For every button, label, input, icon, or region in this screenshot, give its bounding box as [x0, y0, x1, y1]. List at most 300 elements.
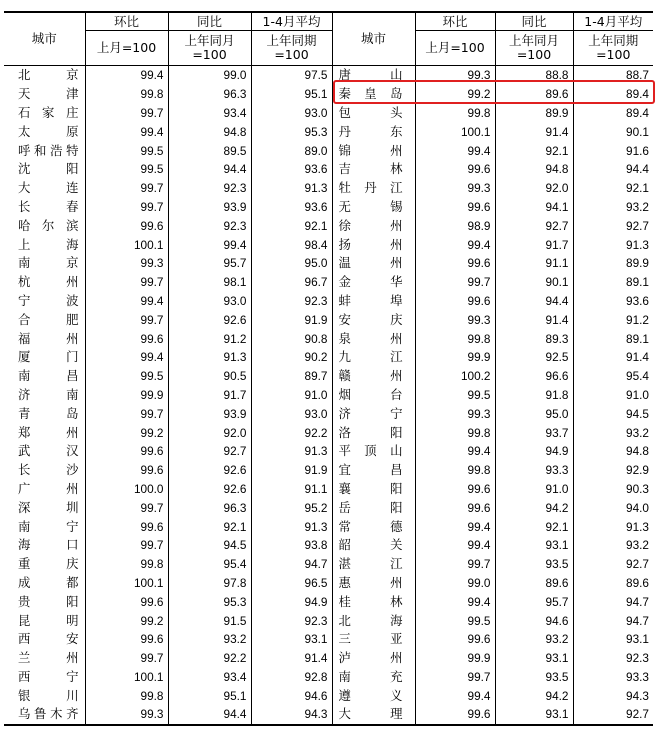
yoy-value-left: 93.9 — [168, 404, 251, 423]
table-row — [4, 480, 653, 499]
mom-value-right: 99.6 — [415, 198, 495, 217]
yoy-value-left: 94.5 — [168, 536, 251, 555]
table-row — [4, 461, 653, 480]
yoy-value-right: 93.5 — [495, 668, 573, 687]
table-row — [4, 592, 653, 611]
header-city-right: 城市 — [332, 12, 415, 66]
mom-value-left: 100.0 — [85, 480, 168, 499]
yoy-value-left: 93.9 — [168, 198, 251, 217]
yoy-value-left: 94.4 — [168, 705, 251, 725]
city-name-right: 泉州 — [332, 329, 415, 348]
mom-value-right: 99.3 — [415, 310, 495, 329]
city-name-right: 平顶山 — [332, 442, 415, 461]
mom-value-right: 99.5 — [415, 611, 495, 630]
city-name-right: 襄阳 — [332, 480, 415, 499]
ytd-value-right: 92.7 — [573, 216, 653, 235]
mom-value-right: 100.1 — [415, 122, 495, 141]
yoy-value-right: 94.4 — [495, 292, 573, 311]
mom-value-right: 99.6 — [415, 292, 495, 311]
city-name-left: 哈尔滨 — [18, 217, 79, 233]
ytd-value-right: 90.1 — [573, 122, 653, 141]
ytd-value-left: 93.0 — [251, 404, 332, 423]
table-row — [4, 555, 653, 574]
mom-value-left: 99.8 — [85, 555, 168, 574]
mom-value-left: 99.4 — [85, 66, 168, 85]
ytd-value-right: 89.4 — [573, 104, 653, 123]
ytd-value-right: 91.6 — [573, 141, 653, 160]
city-name-right: 大理 — [332, 705, 415, 725]
yoy-value-left: 99.0 — [168, 66, 251, 85]
yoy-value-right: 94.6 — [495, 611, 573, 630]
yoy-value-right: 89.9 — [495, 104, 573, 123]
table-row — [4, 329, 653, 348]
yoy-value-right: 91.1 — [495, 254, 573, 273]
yoy-value-right: 89.6 — [495, 85, 573, 104]
table-row — [4, 216, 653, 235]
city-name-left: 成都 — [18, 574, 79, 590]
mom-value-left: 99.6 — [85, 442, 168, 461]
ytd-value-right: 89.6 — [573, 574, 653, 593]
mom-value-left: 99.7 — [85, 179, 168, 198]
city-name-right: 洛阳 — [332, 423, 415, 442]
table-body — [4, 66, 653, 725]
yoy-value-right: 92.1 — [495, 141, 573, 160]
table-row — [4, 630, 653, 649]
mom-value-left: 99.7 — [85, 649, 168, 668]
city-name-right: 吉林 — [332, 160, 415, 179]
yoy-value-right: 93.7 — [495, 423, 573, 442]
ytd-value-right: 94.4 — [573, 160, 653, 179]
table-row — [4, 404, 653, 423]
ytd-value-right: 94.5 — [573, 404, 653, 423]
city-name-left: 杭州 — [18, 274, 79, 290]
mom-value-left: 99.2 — [85, 423, 168, 442]
header-mom-right: 环比 — [415, 12, 495, 31]
city-name-right: 韶关 — [332, 536, 415, 555]
table-row — [4, 104, 653, 123]
yoy-value-right: 92.5 — [495, 348, 573, 367]
mom-value-right: 99.7 — [415, 555, 495, 574]
ytd-value-right: 93.2 — [573, 423, 653, 442]
header-yoy-left: 同比 — [168, 12, 251, 31]
table-row — [4, 85, 653, 104]
city-name-right: 北海 — [332, 611, 415, 630]
city-name-left: 贵阳 — [18, 593, 79, 609]
ytd-value-right: 95.4 — [573, 367, 653, 386]
ytd-value-right: 89.4 — [573, 85, 653, 104]
mom-value-left: 99.5 — [85, 367, 168, 386]
mom-value-right: 99.8 — [415, 461, 495, 480]
yoy-value-left: 93.2 — [168, 630, 251, 649]
ytd-value-right: 91.4 — [573, 348, 653, 367]
yoy-value-left: 95.4 — [168, 555, 251, 574]
city-name-left: 西宁 — [18, 668, 79, 684]
yoy-value-left: 92.6 — [168, 461, 251, 480]
ytd-value-left: 92.2 — [251, 423, 332, 442]
ytd-value-left: 91.3 — [251, 179, 332, 198]
ytd-value-left: 92.8 — [251, 668, 332, 687]
ytd-value-right: 93.2 — [573, 536, 653, 555]
mom-value-left: 99.2 — [85, 611, 168, 630]
ytd-value-left: 92.3 — [251, 292, 332, 311]
yoy-value-right: 89.3 — [495, 329, 573, 348]
mom-value-left: 99.7 — [85, 404, 168, 423]
ytd-value-left: 93.6 — [251, 160, 332, 179]
yoy-value-right: 94.1 — [495, 198, 573, 217]
yoy-value-left: 98.1 — [168, 273, 251, 292]
mom-value-right: 99.7 — [415, 668, 495, 687]
city-name-right: 宜昌 — [332, 461, 415, 480]
ytd-value-right: 92.9 — [573, 461, 653, 480]
ytd-value-right: 92.7 — [573, 555, 653, 574]
header-ytd-right: 1-4月平均 — [573, 12, 653, 31]
city-name-right: 锦州 — [332, 141, 415, 160]
mom-value-right: 98.9 — [415, 216, 495, 235]
mom-value-right: 99.6 — [415, 160, 495, 179]
mom-value-left: 99.7 — [85, 273, 168, 292]
mom-value-left: 99.7 — [85, 198, 168, 217]
city-name-left: 沈阳 — [18, 161, 79, 177]
yoy-value-left: 92.6 — [168, 310, 251, 329]
ytd-value-left: 92.1 — [251, 216, 332, 235]
ytd-value-left: 91.9 — [251, 310, 332, 329]
mom-value-left: 99.6 — [85, 630, 168, 649]
mom-value-left: 99.6 — [85, 592, 168, 611]
yoy-value-left: 95.1 — [168, 686, 251, 705]
ytd-value-left: 93.1 — [251, 630, 332, 649]
yoy-value-right: 90.1 — [495, 273, 573, 292]
city-name-right: 扬州 — [332, 235, 415, 254]
yoy-value-left: 92.2 — [168, 649, 251, 668]
yoy-value-right: 91.4 — [495, 310, 573, 329]
mom-value-right: 99.4 — [415, 536, 495, 555]
yoy-value-left: 90.5 — [168, 367, 251, 386]
city-name-right: 济宁 — [332, 404, 415, 423]
header-ytd-left: 1-4月平均 — [251, 12, 332, 31]
city-name-left: 福州 — [18, 330, 79, 346]
mom-value-right: 99.3 — [415, 66, 495, 85]
yoy-value-right: 91.7 — [495, 235, 573, 254]
ytd-value-right: 90.3 — [573, 480, 653, 499]
mom-value-right: 99.6 — [415, 498, 495, 517]
ytd-value-left: 91.9 — [251, 461, 332, 480]
city-name-left: 重庆 — [18, 556, 79, 572]
ytd-value-left: 93.6 — [251, 198, 332, 217]
header-yoy-right: 同比 — [495, 12, 573, 31]
city-name-right: 泸州 — [332, 649, 415, 668]
yoy-value-left: 95.3 — [168, 592, 251, 611]
ytd-value-right: 92.3 — [573, 649, 653, 668]
city-name-left: 银川 — [18, 687, 79, 703]
ytd-value-right: 94.7 — [573, 592, 653, 611]
yoy-value-right: 94.2 — [495, 498, 573, 517]
city-name-right: 遵义 — [332, 686, 415, 705]
table-row — [4, 348, 653, 367]
ytd-value-left: 95.2 — [251, 498, 332, 517]
header-city-left: 城市 — [4, 12, 85, 66]
yoy-value-left: 89.5 — [168, 141, 251, 160]
city-name-left: 武汉 — [18, 443, 79, 459]
yoy-value-right: 92.7 — [495, 216, 573, 235]
ytd-value-left: 94.3 — [251, 705, 332, 725]
table-row — [4, 536, 653, 555]
city-name-right: 烟台 — [332, 386, 415, 405]
table-row — [4, 198, 653, 217]
yoy-value-left: 92.1 — [168, 517, 251, 536]
city-name-left: 西安 — [18, 631, 79, 647]
yoy-value-left: 94.4 — [168, 160, 251, 179]
ytd-value-right: 91.2 — [573, 310, 653, 329]
subheader-ytd-left: 上年同期=100 — [251, 31, 332, 66]
ytd-value-left: 94.6 — [251, 686, 332, 705]
city-name-right: 湛江 — [332, 555, 415, 574]
mom-value-right: 99.4 — [415, 592, 495, 611]
yoy-value-right: 94.8 — [495, 160, 573, 179]
mom-value-right: 99.4 — [415, 141, 495, 160]
city-name-left: 厦门 — [18, 349, 79, 365]
mom-value-right: 99.0 — [415, 574, 495, 593]
yoy-value-left: 92.0 — [168, 423, 251, 442]
city-name-right: 金华 — [332, 273, 415, 292]
mom-value-right: 99.6 — [415, 630, 495, 649]
mom-value-right: 99.5 — [415, 386, 495, 405]
mom-value-right: 99.2 — [415, 85, 495, 104]
mom-value-left: 99.6 — [85, 461, 168, 480]
table-row — [4, 292, 653, 311]
mom-value-right: 99.6 — [415, 254, 495, 273]
mom-value-left: 100.1 — [85, 235, 168, 254]
yoy-value-left: 91.2 — [168, 329, 251, 348]
table-row — [4, 235, 653, 254]
price-index-table — [4, 11, 653, 726]
city-name-right: 三亚 — [332, 630, 415, 649]
yoy-value-right: 94.2 — [495, 686, 573, 705]
city-name-right: 无锡 — [332, 198, 415, 217]
subheader-yoy-right: 上年同月=100 — [495, 31, 573, 66]
city-name-left: 南昌 — [18, 368, 79, 384]
ytd-value-right: 93.1 — [573, 630, 653, 649]
city-name-left: 上海 — [18, 236, 79, 252]
yoy-value-right: 91.0 — [495, 480, 573, 499]
city-name-right: 安庆 — [332, 310, 415, 329]
table-row — [4, 66, 653, 85]
ytd-value-left: 89.0 — [251, 141, 332, 160]
city-name-right: 包头 — [332, 104, 415, 123]
ytd-value-left: 90.2 — [251, 348, 332, 367]
ytd-value-right: 94.3 — [573, 686, 653, 705]
ytd-value-right: 93.6 — [573, 292, 653, 311]
table-row — [4, 611, 653, 630]
yoy-value-right: 93.1 — [495, 705, 573, 725]
ytd-value-left: 90.8 — [251, 329, 332, 348]
mom-value-left: 99.9 — [85, 386, 168, 405]
table-row — [4, 498, 653, 517]
table-row — [4, 273, 653, 292]
mom-value-left: 99.8 — [85, 686, 168, 705]
mom-value-left: 99.5 — [85, 160, 168, 179]
yoy-value-left: 92.3 — [168, 216, 251, 235]
city-name-left: 呼和浩特 — [18, 142, 79, 158]
subheader-ytd-right: 上年同期=100 — [573, 31, 653, 66]
mom-value-left: 99.7 — [85, 498, 168, 517]
city-name-left: 南宁 — [18, 518, 79, 534]
city-name-right: 桂林 — [332, 592, 415, 611]
ytd-value-right: 94.0 — [573, 498, 653, 517]
table-row — [4, 367, 653, 386]
city-name-left: 青岛 — [18, 405, 79, 421]
ytd-value-left: 91.4 — [251, 649, 332, 668]
yoy-value-left: 91.5 — [168, 611, 251, 630]
city-name-right: 秦皇岛 — [332, 85, 415, 104]
city-name-right: 唐山 — [332, 66, 415, 85]
yoy-value-left: 96.3 — [168, 498, 251, 517]
city-name-right: 惠州 — [332, 574, 415, 593]
city-name-left: 海口 — [18, 537, 79, 553]
yoy-value-left: 94.8 — [168, 122, 251, 141]
table-row — [4, 423, 653, 442]
mom-value-left: 99.4 — [85, 348, 168, 367]
mom-value-right: 99.7 — [415, 273, 495, 292]
mom-value-right: 99.8 — [415, 423, 495, 442]
table-row — [4, 517, 653, 536]
yoy-value-right: 88.8 — [495, 66, 573, 85]
mom-value-right: 99.6 — [415, 480, 495, 499]
ytd-value-right: 93.3 — [573, 668, 653, 687]
ytd-value-left: 91.3 — [251, 442, 332, 461]
yoy-value-left: 93.4 — [168, 104, 251, 123]
ytd-value-left: 95.3 — [251, 122, 332, 141]
yoy-value-right: 93.3 — [495, 461, 573, 480]
ytd-value-right: 91.3 — [573, 235, 653, 254]
mom-value-right: 99.4 — [415, 442, 495, 461]
yoy-value-left: 93.0 — [168, 292, 251, 311]
yoy-value-left: 92.6 — [168, 480, 251, 499]
city-name-left: 乌鲁木齐 — [4, 705, 85, 725]
mom-value-left: 100.1 — [85, 668, 168, 687]
mom-value-right: 99.3 — [415, 179, 495, 198]
ytd-value-right: 89.9 — [573, 254, 653, 273]
city-name-right: 南充 — [332, 668, 415, 687]
mom-value-left: 99.5 — [85, 141, 168, 160]
yoy-value-left: 96.3 — [168, 85, 251, 104]
city-name-right: 蚌埠 — [332, 292, 415, 311]
yoy-value-left: 91.3 — [168, 348, 251, 367]
yoy-value-right: 96.6 — [495, 367, 573, 386]
ytd-value-right: 89.1 — [573, 273, 653, 292]
city-name-right: 岳阳 — [332, 498, 415, 517]
yoy-value-right: 94.9 — [495, 442, 573, 461]
yoy-value-right: 92.0 — [495, 179, 573, 198]
yoy-value-left: 95.7 — [168, 254, 251, 273]
subheader-mom-right: 上月=100 — [415, 31, 495, 66]
yoy-value-right: 93.5 — [495, 555, 573, 574]
ytd-value-left: 94.7 — [251, 555, 332, 574]
city-name-left: 南京 — [18, 255, 79, 271]
yoy-value-right: 95.7 — [495, 592, 573, 611]
ytd-value-left: 91.3 — [251, 517, 332, 536]
yoy-value-right: 95.0 — [495, 404, 573, 423]
ytd-value-right: 94.8 — [573, 442, 653, 461]
ytd-value-left: 96.7 — [251, 273, 332, 292]
mom-value-left: 99.3 — [85, 254, 168, 273]
ytd-value-left: 93.8 — [251, 536, 332, 555]
city-name-right: 徐州 — [332, 216, 415, 235]
ytd-value-right: 91.0 — [573, 386, 653, 405]
ytd-value-left: 96.5 — [251, 574, 332, 593]
ytd-value-right: 94.7 — [573, 611, 653, 630]
ytd-value-left: 93.0 — [251, 104, 332, 123]
yoy-value-right: 91.4 — [495, 122, 573, 141]
city-name-right: 牡丹江 — [332, 179, 415, 198]
mom-value-left: 99.4 — [85, 292, 168, 311]
city-name-left: 昆明 — [18, 612, 79, 628]
ytd-value-right: 92.1 — [573, 179, 653, 198]
yoy-value-left: 93.4 — [168, 668, 251, 687]
city-name-left: 广州 — [18, 480, 79, 496]
ytd-value-left: 95.1 — [251, 85, 332, 104]
city-name-left: 北京 — [18, 67, 79, 83]
ytd-value-right: 93.2 — [573, 198, 653, 217]
table-row — [4, 179, 653, 198]
mom-value-right: 99.8 — [415, 104, 495, 123]
city-name-left: 宁波 — [18, 292, 79, 308]
city-name-right: 九江 — [332, 348, 415, 367]
mom-value-right: 99.9 — [415, 348, 495, 367]
mom-value-right: 99.4 — [415, 235, 495, 254]
table-header — [4, 12, 653, 66]
table-row — [4, 141, 653, 160]
city-name-left: 济南 — [18, 386, 79, 402]
city-name-left: 长沙 — [18, 462, 79, 478]
yoy-value-right: 93.1 — [495, 536, 573, 555]
yoy-value-left: 99.4 — [168, 235, 251, 254]
table-row — [4, 254, 653, 273]
mom-value-right: 99.8 — [415, 329, 495, 348]
table-row — [4, 310, 653, 329]
table-row — [4, 649, 653, 668]
mom-value-left: 99.7 — [85, 536, 168, 555]
mom-value-right: 99.3 — [415, 404, 495, 423]
mom-value-left: 99.8 — [85, 85, 168, 104]
mom-value-right: 99.9 — [415, 649, 495, 668]
table-row — [4, 668, 653, 687]
city-name-right: 赣州 — [332, 367, 415, 386]
yoy-value-left: 92.3 — [168, 179, 251, 198]
mom-value-right: 99.6 — [415, 705, 495, 725]
city-name-right: 常德 — [332, 517, 415, 536]
mom-value-left: 99.6 — [85, 216, 168, 235]
mom-value-right: 99.4 — [415, 517, 495, 536]
yoy-value-right: 89.6 — [495, 574, 573, 593]
table-row — [4, 574, 653, 593]
mom-value-left: 100.1 — [85, 574, 168, 593]
mom-value-left: 99.4 — [85, 122, 168, 141]
yoy-value-right: 92.1 — [495, 517, 573, 536]
city-name-left: 合肥 — [18, 311, 79, 327]
mom-value-left: 99.7 — [85, 310, 168, 329]
ytd-value-left: 97.5 — [251, 66, 332, 85]
table-row — [4, 160, 653, 179]
city-name-left: 长春 — [18, 198, 79, 214]
ytd-value-right: 91.3 — [573, 517, 653, 536]
ytd-value-left: 94.9 — [251, 592, 332, 611]
city-name-left: 天津 — [18, 86, 79, 102]
ytd-value-left: 91.0 — [251, 386, 332, 405]
city-name-left: 太原 — [18, 123, 79, 139]
mom-value-left: 99.6 — [85, 329, 168, 348]
subheader-yoy-left: 上年同月=100 — [168, 31, 251, 66]
yoy-value-right: 93.2 — [495, 630, 573, 649]
